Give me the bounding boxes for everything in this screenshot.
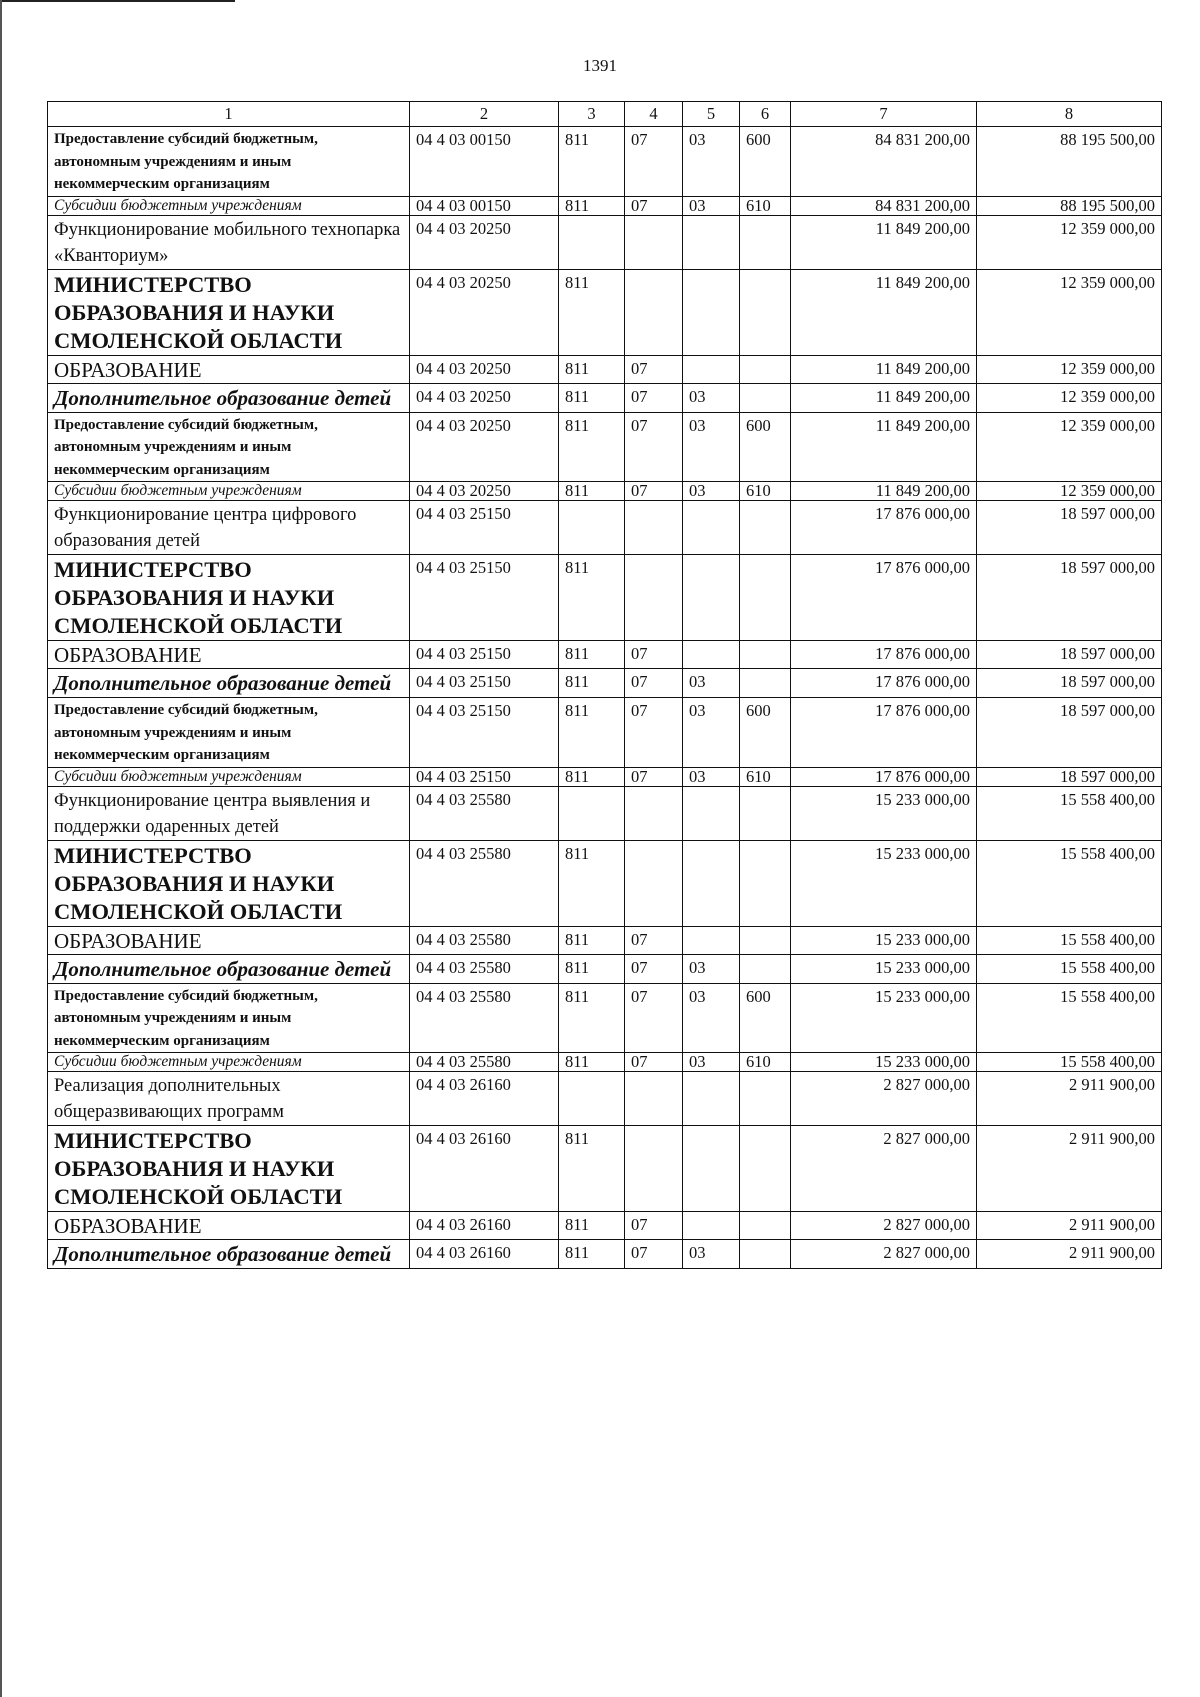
section-code-cell — [625, 1126, 683, 1212]
budget-table-body — [48, 102, 1162, 1269]
target-article-cell: 04 4 03 26160 — [410, 1072, 559, 1126]
amount-year1-cell: 15 233 000,00 — [791, 840, 977, 926]
target-article-cell: 04 4 03 26160 — [410, 1212, 559, 1240]
table-row — [48, 1053, 1162, 1072]
expense-type-cell — [740, 215, 791, 269]
amount-year2-cell: 12 359 000,00 — [977, 215, 1162, 269]
subsection-code-cell — [683, 840, 740, 926]
section-code-cell — [625, 215, 683, 269]
amount-year2-cell: 18 597 000,00 — [977, 501, 1162, 555]
section-code-cell: 07 — [625, 127, 683, 197]
row-name-cell: Субсидии бюджетным учреждениям — [48, 1053, 410, 1072]
amount-year2-cell: 12 359 000,00 — [977, 269, 1162, 355]
target-article-cell: 04 4 03 20250 — [410, 383, 559, 412]
left-edge-rule — [0, 0, 2, 1697]
row-name-cell: Функционирование центра выявления и поддержки одаренных детей — [48, 786, 410, 840]
target-article-cell: 04 4 03 20250 — [410, 355, 559, 383]
table-header-row — [48, 102, 1162, 127]
table-row — [48, 767, 1162, 786]
amount-year2-cell: 2 911 900,00 — [977, 1240, 1162, 1269]
amount-year2-cell: 15 558 400,00 — [977, 786, 1162, 840]
subsection-code-cell: 03 — [683, 383, 740, 412]
expense-type-cell — [740, 641, 791, 669]
expense-type-cell: 600 — [740, 698, 791, 768]
amount-year2-cell: 12 359 000,00 — [977, 482, 1162, 501]
subsection-code-cell — [683, 1126, 740, 1212]
row-name-cell: ОБРАЗОВАНИЕ — [48, 355, 410, 383]
target-article-cell: 04 4 03 25580 — [410, 983, 559, 1053]
amount-year2-cell: 15 558 400,00 — [977, 1053, 1162, 1072]
amount-year1-cell: 15 233 000,00 — [791, 954, 977, 983]
subsection-code-cell — [683, 269, 740, 355]
expense-type-cell — [740, 1240, 791, 1269]
column-header: 7 — [791, 102, 977, 127]
section-code-cell: 07 — [625, 412, 683, 482]
ministry-code-cell: 811 — [559, 383, 625, 412]
target-article-cell: 04 4 03 25580 — [410, 1053, 559, 1072]
expense-type-cell: 610 — [740, 767, 791, 786]
ministry-code-cell: 811 — [559, 412, 625, 482]
ministry-code-cell: 811 — [559, 196, 625, 215]
target-article-cell: 04 4 03 20250 — [410, 412, 559, 482]
amount-year2-cell: 2 911 900,00 — [977, 1072, 1162, 1126]
expense-type-cell — [740, 669, 791, 698]
amount-year1-cell: 15 233 000,00 — [791, 786, 977, 840]
ministry-code-cell — [559, 215, 625, 269]
target-article-cell: 04 4 03 26160 — [410, 1240, 559, 1269]
row-name-cell: Дополнительное образование детей — [48, 1240, 410, 1269]
amount-year2-cell: 18 597 000,00 — [977, 555, 1162, 641]
expense-type-cell: 600 — [740, 983, 791, 1053]
section-code-cell: 07 — [625, 954, 683, 983]
target-article-cell: 04 4 03 25580 — [410, 840, 559, 926]
amount-year1-cell: 84 831 200,00 — [791, 127, 977, 197]
table-row — [48, 1212, 1162, 1240]
section-code-cell: 07 — [625, 641, 683, 669]
target-article-cell: 04 4 03 25580 — [410, 786, 559, 840]
row-name-cell: Субсидии бюджетным учреждениям — [48, 482, 410, 501]
ministry-code-cell: 811 — [559, 767, 625, 786]
subsection-code-cell: 03 — [683, 954, 740, 983]
target-article-cell: 04 4 03 25580 — [410, 954, 559, 983]
subsection-code-cell — [683, 555, 740, 641]
subsection-code-cell: 03 — [683, 412, 740, 482]
expense-type-cell — [740, 840, 791, 926]
column-header: 3 — [559, 102, 625, 127]
row-name-cell: Предоставление субсидий бюджетным, автономным учреждениям и иным некоммерческим организациям — [48, 412, 410, 482]
amount-year2-cell: 15 558 400,00 — [977, 840, 1162, 926]
subsection-code-cell: 03 — [683, 482, 740, 501]
amount-year1-cell: 17 876 000,00 — [791, 669, 977, 698]
table-row — [48, 196, 1162, 215]
subsection-code-cell — [683, 786, 740, 840]
amount-year1-cell: 17 876 000,00 — [791, 641, 977, 669]
table-row — [48, 698, 1162, 768]
ministry-code-cell: 811 — [559, 840, 625, 926]
column-header: 1 — [48, 102, 410, 127]
amount-year2-cell: 12 359 000,00 — [977, 383, 1162, 412]
subsection-code-cell — [683, 1212, 740, 1240]
table-row — [48, 1126, 1162, 1212]
expense-type-cell — [740, 501, 791, 555]
amount-year1-cell: 17 876 000,00 — [791, 767, 977, 786]
row-name-cell: ОБРАЗОВАНИЕ — [48, 1212, 410, 1240]
amount-year2-cell: 12 359 000,00 — [977, 355, 1162, 383]
target-article-cell: 04 4 03 25150 — [410, 555, 559, 641]
ministry-code-cell: 811 — [559, 127, 625, 197]
table-row — [48, 482, 1162, 501]
section-code-cell: 07 — [625, 1053, 683, 1072]
section-code-cell: 07 — [625, 926, 683, 954]
expense-type-cell — [740, 269, 791, 355]
table-row — [48, 127, 1162, 197]
section-code-cell: 07 — [625, 983, 683, 1053]
row-name-cell: Дополнительное образование детей — [48, 954, 410, 983]
expense-type-cell — [740, 355, 791, 383]
section-code-cell — [625, 1072, 683, 1126]
ministry-code-cell: 811 — [559, 698, 625, 768]
target-article-cell: 04 4 03 25150 — [410, 698, 559, 768]
page-number: 1391 — [583, 56, 617, 75]
ministry-code-cell — [559, 1072, 625, 1126]
subsection-code-cell — [683, 501, 740, 555]
amount-year1-cell: 17 876 000,00 — [791, 501, 977, 555]
column-header: 8 — [977, 102, 1162, 127]
row-name-cell: ОБРАЗОВАНИЕ — [48, 926, 410, 954]
section-code-cell: 07 — [625, 1240, 683, 1269]
target-article-cell: 04 4 03 25150 — [410, 767, 559, 786]
row-name-cell: МИНИСТЕРСТВО ОБРАЗОВАНИЯ И НАУКИ СМОЛЕНСКОЙ ОБЛАСТИ — [48, 555, 410, 641]
amount-year1-cell: 2 827 000,00 — [791, 1212, 977, 1240]
amount-year2-cell: 2 911 900,00 — [977, 1126, 1162, 1212]
table-row — [48, 1240, 1162, 1269]
ministry-code-cell: 811 — [559, 555, 625, 641]
expense-type-cell — [740, 1126, 791, 1212]
section-code-cell — [625, 501, 683, 555]
table-row — [48, 555, 1162, 641]
amount-year2-cell: 15 558 400,00 — [977, 926, 1162, 954]
expense-type-cell — [740, 926, 791, 954]
amount-year2-cell: 88 195 500,00 — [977, 127, 1162, 197]
section-code-cell — [625, 840, 683, 926]
ministry-code-cell: 811 — [559, 482, 625, 501]
amount-year2-cell: 18 597 000,00 — [977, 767, 1162, 786]
section-code-cell — [625, 555, 683, 641]
amount-year1-cell: 15 233 000,00 — [791, 926, 977, 954]
section-code-cell: 07 — [625, 767, 683, 786]
amount-year2-cell: 2 911 900,00 — [977, 1212, 1162, 1240]
section-code-cell — [625, 786, 683, 840]
row-name-cell: Субсидии бюджетным учреждениям — [48, 196, 410, 215]
subsection-code-cell: 03 — [683, 196, 740, 215]
section-code-cell: 07 — [625, 196, 683, 215]
ministry-code-cell: 811 — [559, 983, 625, 1053]
table-row — [48, 501, 1162, 555]
amount-year1-cell: 15 233 000,00 — [791, 983, 977, 1053]
subsection-code-cell: 03 — [683, 983, 740, 1053]
row-name-cell: МИНИСТЕРСТВО ОБРАЗОВАНИЯ И НАУКИ СМОЛЕНСКОЙ ОБЛАСТИ — [48, 1126, 410, 1212]
subsection-code-cell — [683, 1072, 740, 1126]
subsection-code-cell: 03 — [683, 1240, 740, 1269]
amount-year1-cell: 11 849 200,00 — [791, 412, 977, 482]
column-header: 4 — [625, 102, 683, 127]
table-row — [48, 840, 1162, 926]
amount-year1-cell: 2 827 000,00 — [791, 1240, 977, 1269]
section-code-cell: 07 — [625, 1212, 683, 1240]
row-name-cell: Реализация дополнительных общеразвивающих программ — [48, 1072, 410, 1126]
ministry-code-cell — [559, 501, 625, 555]
row-name-cell: Дополнительное образование детей — [48, 669, 410, 698]
subsection-code-cell: 03 — [683, 698, 740, 768]
top-edge-rule — [0, 0, 235, 2]
amount-year1-cell: 15 233 000,00 — [791, 1053, 977, 1072]
target-article-cell: 04 4 03 25580 — [410, 926, 559, 954]
subsection-code-cell: 03 — [683, 1053, 740, 1072]
table-row — [48, 983, 1162, 1053]
expense-type-cell: 610 — [740, 196, 791, 215]
amount-year2-cell: 15 558 400,00 — [977, 983, 1162, 1053]
amount-year2-cell: 15 558 400,00 — [977, 954, 1162, 983]
target-article-cell: 04 4 03 25150 — [410, 669, 559, 698]
ministry-code-cell: 811 — [559, 669, 625, 698]
target-article-cell: 04 4 03 20250 — [410, 482, 559, 501]
expense-type-cell — [740, 383, 791, 412]
expense-type-cell: 600 — [740, 127, 791, 197]
subsection-code-cell: 03 — [683, 767, 740, 786]
row-name-cell: Предоставление субсидий бюджетным, автономным учреждениям и иным некоммерческим организациям — [48, 983, 410, 1053]
table-row — [48, 669, 1162, 698]
target-article-cell: 04 4 03 20250 — [410, 215, 559, 269]
ministry-code-cell: 811 — [559, 355, 625, 383]
amount-year1-cell: 17 876 000,00 — [791, 698, 977, 768]
amount-year1-cell: 11 849 200,00 — [791, 215, 977, 269]
amount-year1-cell: 2 827 000,00 — [791, 1126, 977, 1212]
amount-year2-cell: 18 597 000,00 — [977, 641, 1162, 669]
target-article-cell: 04 4 03 25150 — [410, 641, 559, 669]
row-name-cell: Дополнительное образование детей — [48, 383, 410, 412]
section-code-cell: 07 — [625, 669, 683, 698]
amount-year2-cell: 18 597 000,00 — [977, 698, 1162, 768]
row-name-cell: МИНИСТЕРСТВО ОБРАЗОВАНИЯ И НАУКИ СМОЛЕНСКОЙ ОБЛАСТИ — [48, 269, 410, 355]
table-row — [48, 954, 1162, 983]
expense-type-cell — [740, 555, 791, 641]
target-article-cell: 04 4 03 26160 — [410, 1126, 559, 1212]
ministry-code-cell: 811 — [559, 1240, 625, 1269]
subsection-code-cell: 03 — [683, 127, 740, 197]
table-row — [48, 269, 1162, 355]
expense-type-cell: 610 — [740, 482, 791, 501]
column-header: 2 — [410, 102, 559, 127]
table-row — [48, 355, 1162, 383]
ministry-code-cell: 811 — [559, 641, 625, 669]
row-name-cell: Функционирование мобильного технопарка «Кванториум» — [48, 215, 410, 269]
ministry-code-cell — [559, 786, 625, 840]
section-code-cell — [625, 269, 683, 355]
amount-year1-cell: 17 876 000,00 — [791, 555, 977, 641]
expense-type-cell — [740, 1212, 791, 1240]
ministry-code-cell: 811 — [559, 926, 625, 954]
amount-year2-cell: 12 359 000,00 — [977, 412, 1162, 482]
amount-year1-cell: 2 827 000,00 — [791, 1072, 977, 1126]
table-row — [48, 1072, 1162, 1126]
row-name-cell: Предоставление субсидий бюджетным, автономным учреждениям и иным некоммерческим организациям — [48, 127, 410, 197]
amount-year1-cell: 11 849 200,00 — [791, 482, 977, 501]
expense-type-cell — [740, 1072, 791, 1126]
subsection-code-cell: 03 — [683, 669, 740, 698]
table-row — [48, 641, 1162, 669]
row-name-cell: МИНИСТЕРСТВО ОБРАЗОВАНИЯ И НАУКИ СМОЛЕНСКОЙ ОБЛАСТИ — [48, 840, 410, 926]
amount-year2-cell: 88 195 500,00 — [977, 196, 1162, 215]
subsection-code-cell — [683, 641, 740, 669]
amount-year1-cell: 11 849 200,00 — [791, 269, 977, 355]
ministry-code-cell: 811 — [559, 1053, 625, 1072]
subsection-code-cell — [683, 215, 740, 269]
table-row — [48, 383, 1162, 412]
expense-type-cell: 610 — [740, 1053, 791, 1072]
row-name-cell: Предоставление субсидий бюджетным, автономным учреждениям и иным некоммерческим организациям — [48, 698, 410, 768]
ministry-code-cell: 811 — [559, 1212, 625, 1240]
section-code-cell: 07 — [625, 698, 683, 768]
amount-year1-cell: 84 831 200,00 — [791, 196, 977, 215]
table-row — [48, 412, 1162, 482]
expense-type-cell: 600 — [740, 412, 791, 482]
column-header: 5 — [683, 102, 740, 127]
row-name-cell: Функционирование центра цифрового образования детей — [48, 501, 410, 555]
ministry-code-cell: 811 — [559, 1126, 625, 1212]
target-article-cell: 04 4 03 20250 — [410, 269, 559, 355]
amount-year1-cell: 11 849 200,00 — [791, 383, 977, 412]
column-header: 6 — [740, 102, 791, 127]
ministry-code-cell: 811 — [559, 954, 625, 983]
row-name-cell: ОБРАЗОВАНИЕ — [48, 641, 410, 669]
subsection-code-cell — [683, 926, 740, 954]
section-code-cell: 07 — [625, 355, 683, 383]
section-code-cell: 07 — [625, 383, 683, 412]
target-article-cell: 04 4 03 00150 — [410, 196, 559, 215]
budget-table — [47, 101, 1162, 1269]
table-row — [48, 926, 1162, 954]
row-name-cell: Субсидии бюджетным учреждениям — [48, 767, 410, 786]
target-article-cell: 04 4 03 00150 — [410, 127, 559, 197]
amount-year1-cell: 11 849 200,00 — [791, 355, 977, 383]
expense-type-cell — [740, 954, 791, 983]
target-article-cell: 04 4 03 25150 — [410, 501, 559, 555]
amount-year2-cell: 18 597 000,00 — [977, 669, 1162, 698]
subsection-code-cell — [683, 355, 740, 383]
ministry-code-cell: 811 — [559, 269, 625, 355]
table-row — [48, 786, 1162, 840]
table-row — [48, 215, 1162, 269]
section-code-cell: 07 — [625, 482, 683, 501]
expense-type-cell — [740, 786, 791, 840]
